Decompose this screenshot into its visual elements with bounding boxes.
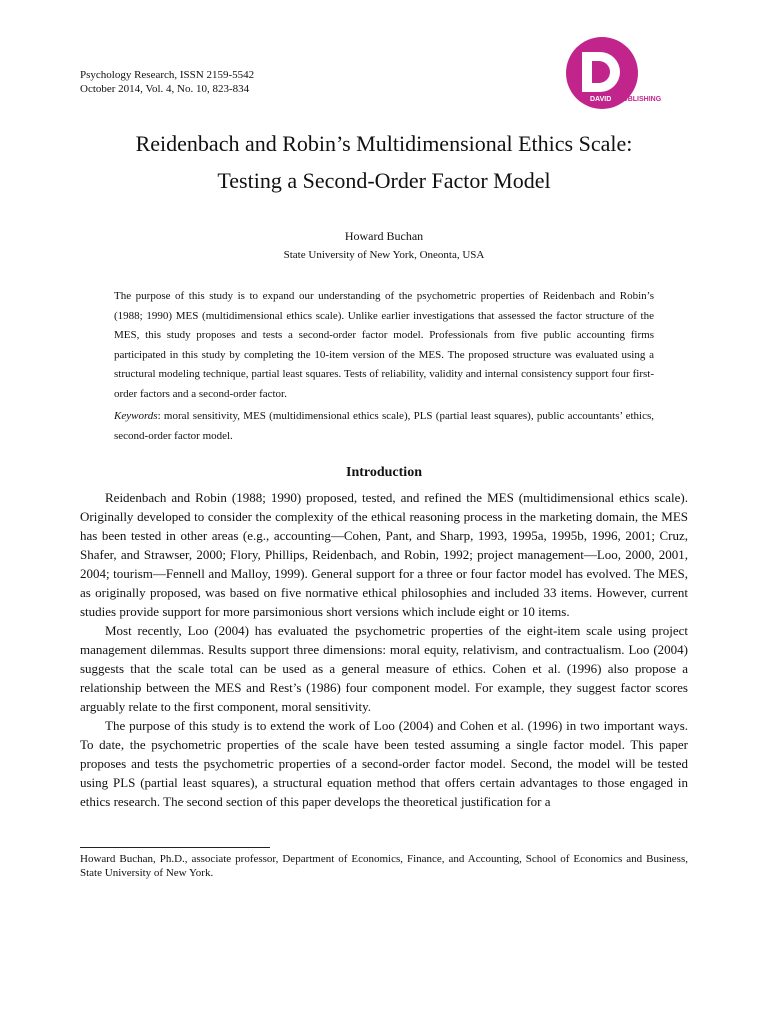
paper-title-line-2: Testing a Second-Order Factor Model	[217, 168, 551, 193]
abstract: The purpose of this study is to expand our understanding of the psychometric properties of Reidenbach and Robin’s (1988; 1990) MES (multidimensional ethics scale). Unlike earlier investigations that assessed the factor structure of the MES, this study proposes and tests a second-order factor model. Professionals from five public accounting firms participated in this study by completing the 10-item version of the MES. The proposed structure was evaluated using a structural modeling technique, partial least squares. Tests of reliability, validity and internal consistency support four first-order factors and a second-order factor.	[114, 290, 654, 400]
section-heading: Introduction	[346, 465, 422, 480]
keywords	[114, 407, 654, 446]
paragraph: Reidenbach and Robin (1988; 1990) proposed, tested, and refined the MES (multidimensional ethics scale). Originally developed to consider the complexity of the ethical reasoning process in the marketing domain, the MES has been tested in other areas (e.g., accounting—Cohen, Pant, and Sharp, 1993, 1995a, 1995b, 1996, 2001; Cruz, Shafer, and Strawser, 2000; Flory, Phillips, Reidenbach, and Robin, 1992; project management—Loo, 2000, 2001, 2004; tourism—Fennell and Malloy, 1999). General support for a three or four factor model has evolved. The MES, as originally proposed, was based on five normative ethical philosophies and included 33 items. However, current studies provide support for more parsimonious short versions which include eight or 10 items.	[80, 490, 688, 619]
footnote-rule	[80, 847, 270, 848]
paragraph: Most recently, Loo (2004) has evaluated the psychometric properties of the eight-item scale using project management dilemmas. Results support three dimensions: moral equity, relativism, and contractualism. Loo (2004) suggests that the scale total can be used as a general measure of ethics. Cohen et al. (1996) also propose a relationship between the MES and Rest’s (1986) four component model. For example, they suggest factor scores arguably relate to the first component, moral sensitivity.	[80, 623, 688, 714]
paragraph: The purpose of this study is to extend the work of Loo (2004) and Cohen et al. (1996) in two important ways. To date, the psychometric properties of the scale have been tested assuming a single factor model. This paper proposes and tests the psychometric properties of a second-order factor model. Second, the model will be tested using PLS (partial least squares), a structural equation method that offers certain advantages to those engaged in ethics research. The second section of this paper develops the theoretical justification for a	[80, 718, 688, 809]
keywords-label: Keywords	[114, 410, 158, 422]
journal-info	[80, 68, 254, 96]
footnote: Howard Buchan, Ph.D., associate professor, Department of Economics, Finance, and Accounting, School of Economics and Business, State University of New York.	[80, 853, 688, 879]
david-publishing-logo	[560, 36, 700, 110]
journal-line-1: Psychology Research, ISSN 2159-5542	[80, 69, 255, 81]
publisher-word-1: DAVID	[590, 96, 612, 103]
author-name: Howard Buchan	[344, 229, 424, 243]
publisher-word-2: PUBLISHING	[618, 96, 662, 103]
paper-title-line-1: Reidenbach and Robin’s Multidimensional Ethics Scale:	[135, 131, 633, 156]
journal-line-2: October 2014, Vol. 4, No. 10, 823-834	[80, 83, 250, 95]
keywords-text: : moral sensitivity, MES (multidimensional ethics scale), PLS (partial least squares), public accountants’ ethics, second-order factor model.	[114, 410, 654, 442]
author-affiliation: State University of New York, Oneonta, USA	[283, 249, 485, 261]
body-text	[80, 488, 688, 811]
